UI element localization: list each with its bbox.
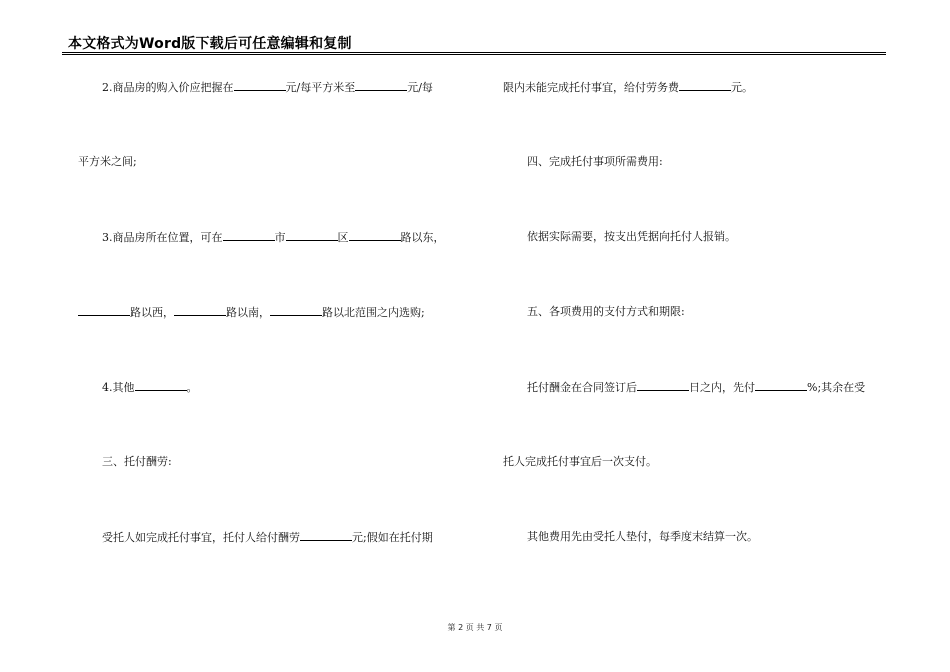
clause-text: 3.商品房所在位置，可在 [102,231,223,244]
fill-blank [679,80,731,91]
clause-text: 市 [274,231,286,244]
clause-text: 日之内，先付 [689,381,755,394]
clause-text: 元/每 [407,81,433,94]
clause-text: 受托人如完成托付事宜，托付人给付酬劳 [102,531,300,544]
section-4-text: 依据实际需要，按支出凭据向托付人报销。 [527,230,736,243]
clause-text: 元;假如在托付期 [352,531,433,544]
fill-blank [270,305,322,316]
clause-3-line-1 [102,230,445,244]
clause-text: 托付酬金在合同签订后 [527,381,637,394]
clause-text: 元/每平方米至 [285,81,356,94]
clause-text: 2.商品房的购入价应把握在 [102,81,234,94]
clause-text: 限内未能完成托付事宜，给付劳务费 [503,81,679,94]
clause-4-line [102,380,198,394]
clause-text: 路以北范围之内选购; [322,306,425,319]
section-3-heading: 三、托付酬劳: [102,455,172,468]
fill-blank [78,305,130,316]
section-3-line-2 [503,80,753,94]
clause-2-line-1 [102,80,433,94]
fill-blank [755,380,807,391]
clause-text: 4.其他 [102,381,135,394]
clause-text: 路以西， [130,306,174,319]
fill-blank [286,230,338,241]
clause-text: 元。 [731,81,753,94]
clause-2-line-2: 平方米之间; [78,155,137,168]
section-5-line-3: 其他费用先由受托人垫付，每季度末结算一次。 [527,530,758,543]
clause-text: 区 [337,231,349,244]
clause-text: 路以南， [226,306,270,319]
fill-blank [135,380,187,391]
section-4-heading: 四、完成托付事项所需费用: [527,155,663,168]
fill-blank [637,380,689,391]
section-3-line-1 [102,530,433,544]
clause-3-line-2 [78,305,425,319]
fill-blank [349,230,401,241]
section-5-line-2: 托人完成托付事宜后一次支付。 [503,455,657,468]
clause-text: %;其余在受 [807,381,866,394]
fill-blank [300,530,352,541]
clause-text: 。 [186,381,198,394]
section-5-line-1 [527,380,865,394]
page-number: 第 2 页 共 7 页 [447,623,503,632]
document-title: 本文格式为Word版下载后可任意编辑和复制 [68,36,352,52]
section-5-heading: 五、各项费用的支付方式和期限: [527,305,685,318]
fill-blank [355,80,407,91]
fill-blank [223,230,275,241]
fill-blank [174,305,226,316]
clause-text: 路以东， [400,231,445,244]
header-divider-secondary [62,54,886,55]
header-divider [62,52,886,53]
fill-blank [234,80,286,91]
